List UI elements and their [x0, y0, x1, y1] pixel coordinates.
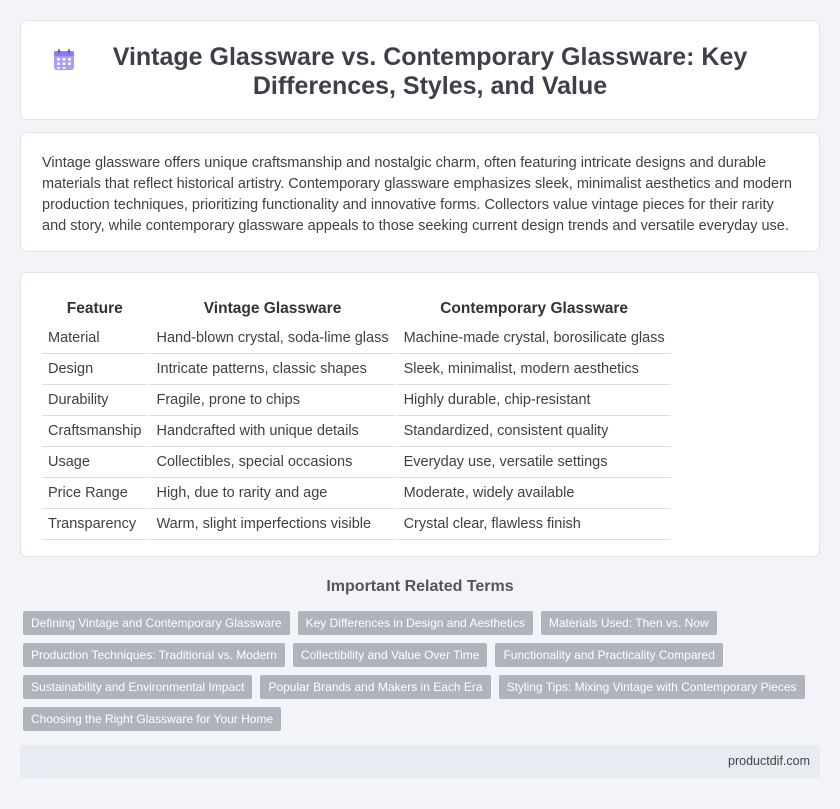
contemporary-cell: Standardized, consistent quality: [395, 416, 671, 447]
page-title: Vintage Glassware vs. Contemporary Glassware: Key Differences, Styles, and Value: [112, 43, 748, 100]
intro-card: [20, 132, 820, 252]
vintage-cell: Handcrafted with unique details: [147, 416, 394, 447]
feature-cell: Craftsmanship: [42, 416, 147, 447]
related-term-tag[interactable]: Production Techniques: Traditional vs. Modern: [23, 643, 285, 667]
table-row: [42, 323, 671, 354]
contemporary-cell: Highly durable, chip-resistant: [395, 385, 671, 416]
related-terms-heading: Important Related Terms: [326, 578, 514, 595]
table-row: [42, 416, 671, 447]
contemporary-cell: Machine-made crystal, borosilicate glass: [395, 323, 671, 354]
vintage-cell: Warm, slight imperfections visible: [147, 509, 394, 540]
comparison-table: [42, 295, 671, 540]
footer-bar: [20, 745, 820, 778]
tag-row: [23, 707, 813, 739]
header-vintage: Vintage Glassware: [147, 295, 394, 323]
vintage-cell: Intricate patterns, classic shapes: [147, 354, 394, 385]
related-term-tag[interactable]: Choosing the Right Glassware for Your Home: [23, 707, 281, 731]
header-contemporary: Contemporary Glassware: [395, 295, 671, 323]
related-terms-list: [23, 611, 813, 739]
vintage-cell: High, due to rarity and age: [147, 478, 394, 509]
related-term-tag[interactable]: Sustainability and Environmental Impact: [23, 675, 252, 699]
tag-row: [23, 675, 813, 707]
related-term-tag[interactable]: Key Differences in Design and Aesthetics: [298, 611, 533, 635]
table-header-row: [42, 295, 671, 323]
tag-row: [23, 611, 813, 643]
related-term-tag[interactable]: Styling Tips: Mixing Vintage with Contemporary Pieces: [499, 675, 805, 699]
vintage-cell: Hand-blown crystal, soda-lime glass: [147, 323, 394, 354]
table-row: [42, 509, 671, 540]
table-row: [42, 385, 671, 416]
vintage-cell: Fragile, prone to chips: [147, 385, 394, 416]
title-card: [20, 20, 820, 120]
feature-cell: Usage: [42, 447, 147, 478]
contemporary-cell: Moderate, widely available: [395, 478, 671, 509]
feature-cell: Transparency: [42, 509, 147, 540]
vintage-cell: Collectibles, special occasions: [147, 447, 394, 478]
contemporary-cell: Everyday use, versatile settings: [395, 447, 671, 478]
feature-cell: Material: [42, 323, 147, 354]
feature-cell: Price Range: [42, 478, 147, 509]
table-row: [42, 354, 671, 385]
related-term-tag[interactable]: Materials Used: Then vs. Now: [541, 611, 717, 635]
feature-cell: Durability: [42, 385, 147, 416]
site-name[interactable]: productdif.com: [728, 754, 810, 768]
related-term-tag[interactable]: Collectibility and Value Over Time: [293, 643, 488, 667]
feature-cell: Design: [42, 354, 147, 385]
table-row: [42, 447, 671, 478]
header-feature: Feature: [66, 300, 123, 317]
related-term-tag[interactable]: Popular Brands and Makers in Each Era: [260, 675, 490, 699]
contemporary-cell: Crystal clear, flawless finish: [395, 509, 671, 540]
related-term-tag[interactable]: Defining Vintage and Contemporary Glassware: [23, 611, 290, 635]
contemporary-cell: Sleek, minimalist, modern aesthetics: [395, 354, 671, 385]
comparison-card: [20, 272, 820, 557]
tag-row: [23, 643, 813, 675]
related-term-tag[interactable]: Functionality and Practicality Compared: [495, 643, 722, 667]
intro-paragraph: Vintage glassware offers unique craftsmanship and nostalgic charm, often featuring intricate designs and durable materials that reflect historical artistry. Contemporary glassware emphasizes sleek, minimalist aesthetics and modern production techniques, prioritizing functionality and innovative forms. Collectors value vintage pieces for their rarity and story, while contemporary glassware appeals to those seeking current design trends and versatile everyday use.: [42, 155, 792, 234]
table-row: [42, 478, 671, 509]
